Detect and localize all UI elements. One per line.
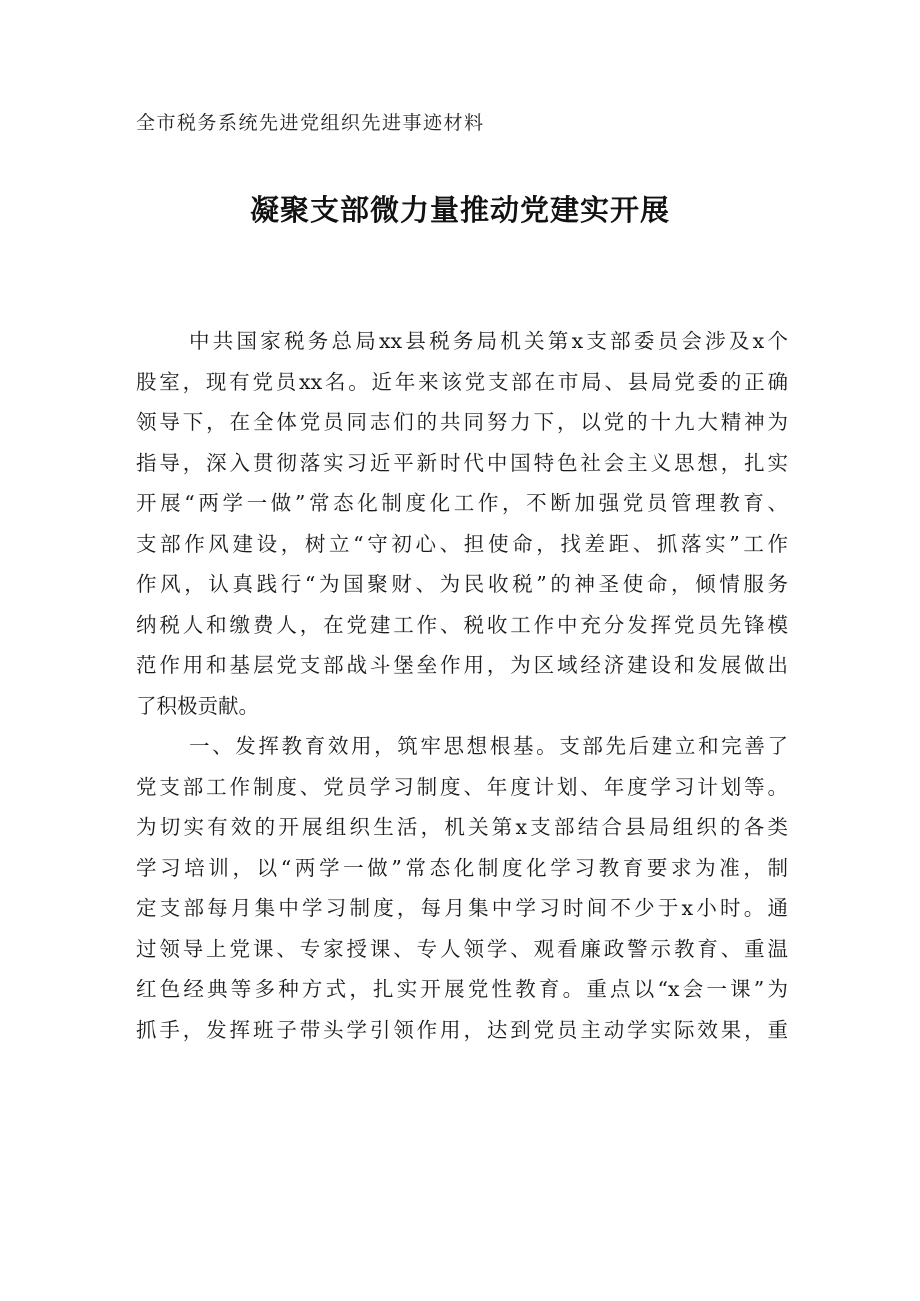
document-title: 凝聚支部微力量推动党建实开展 (249, 193, 670, 227)
text-line: 过领导上党课、专家授课、专人领学、观看廉政警示教育、重温 (136, 936, 788, 961)
paragraph-intro (136, 321, 788, 726)
text-line: 指导，深入贯彻落实习近平新时代中国特色社会主义思想，扎实 (136, 450, 788, 475)
text-line: 中共国家税务总局xx县税务局机关第x支部委员会涉及x个 (189, 329, 788, 353)
text-line: 作风，认真践行“为国聚财、为民收税”的神圣使命，倾情服务 (136, 572, 788, 596)
text-line: 为切实有效的开展组织生活，机关第x支部结合县局组织的各类 (136, 815, 788, 839)
text-line: 党支部工作制度、党员学习制度、年度计划、年度学习计划等。 (136, 774, 788, 799)
document-category-label: 全市税务系统先进党组织先进事迹材料 (136, 112, 485, 134)
text-line: 纳税人和缴费人，在党建工作、税收工作中充分发挥党员先锋模 (136, 612, 788, 637)
text-line: 股室，现有党员xx名。近年来该党支部在市局、县局党委的正确 (136, 369, 788, 394)
text-line: 一、发挥教育效用，筑牢思想根基。支部先后建立和完善了 (189, 734, 788, 758)
text-line: 学习培训，以“两学一做”常态化制度化学习教育要求为准，制 (136, 855, 788, 880)
text-line: 红色经典等多种方式，扎实开展党性教育。重点以“x会一课”为 (136, 977, 788, 1001)
document-body (136, 321, 788, 1050)
text-line: 领导下，在全体党员同志们的共同努力下，以党的十九大精神为 (136, 410, 788, 434)
paragraph-section-one (136, 726, 788, 1050)
text-line: 开展“两学一做”常态化制度化工作，不断加强党员管理教育、 (136, 491, 788, 515)
text-line: 了积极贡献。 (136, 693, 259, 718)
text-line: 定支部每月集中学习制度，每月集中学习时间不少于x小时。通 (136, 896, 788, 920)
text-line: 支部作风建设，树立“守初心、担使命，找差距、抓落实”工作 (136, 531, 788, 556)
text-line: 范作用和基层党支部战斗堡垒作用，为区域经济建设和发展做出 (136, 653, 788, 677)
text-line: 抓手，发挥班子带头学引领作用，达到党员主动学实际效果，重 (136, 1017, 788, 1042)
